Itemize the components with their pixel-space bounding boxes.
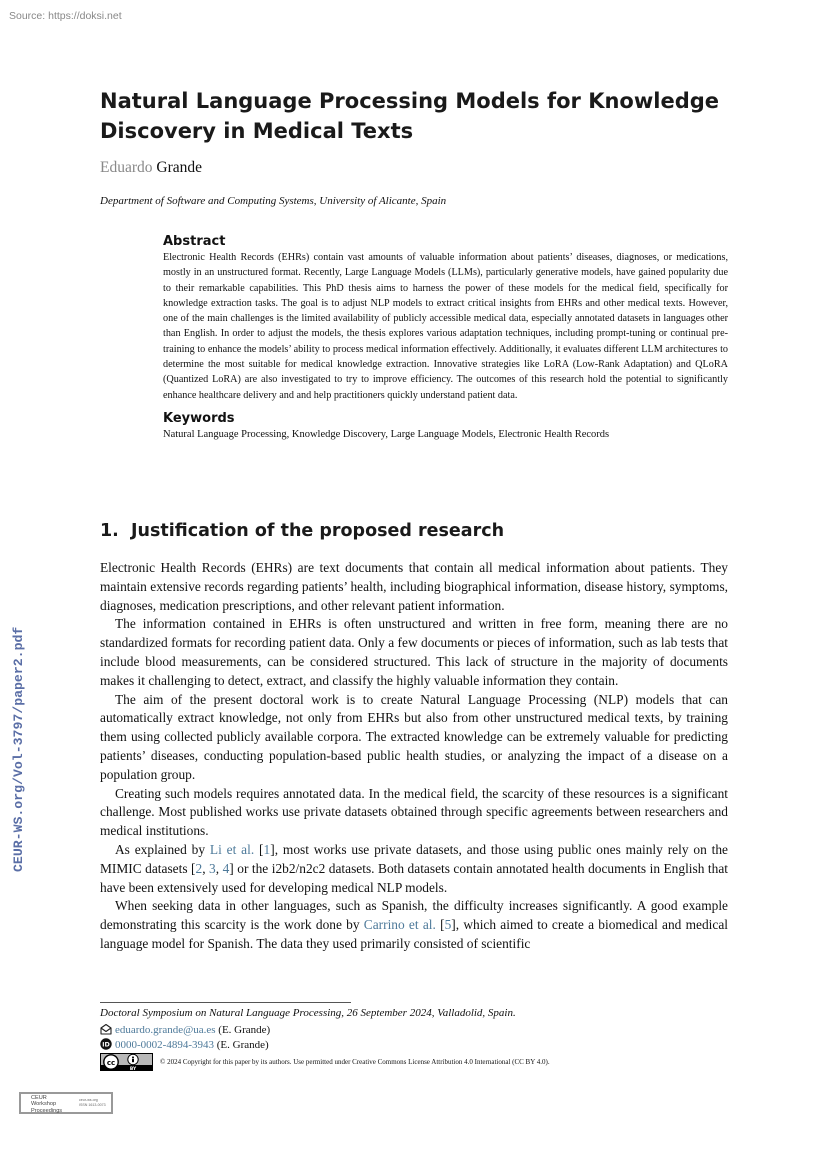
reference-link-3[interactable]: 3 bbox=[209, 860, 216, 876]
ceur-url: ceur-ws.org bbox=[79, 1098, 98, 1102]
paper-title: Natural Language Processing Models for Knowledge Discovery in Medical Texts bbox=[100, 89, 720, 143]
copyright-notice: © 2024 Copyright for this paper by its authors. Use permitted under Creative Commons License Attribution 4.0 International (CC BY 4.0). bbox=[160, 1058, 550, 1066]
paragraph-5 bbox=[100, 841, 728, 897]
ceur-issn bbox=[79, 1098, 106, 1108]
footnote-divider bbox=[100, 1002, 351, 1003]
source-line: Source: https://doksi.net bbox=[9, 10, 122, 22]
abstract-text: Electronic Health Records (EHRs) contain vast amounts of valuable information about patients’ diseases, diagnoses, or medications, mostly in an unstructured format. Recently, Large Language Models (LLMs), particularly generative models, have gained popularity due to their remarkable capabilities. This PhD thesis aims to harness the power of these models for the medical field, specifically for knowledge extraction tasks. The goal is to adjust NLP models to extract critical insights from EHRs and other medical texts. However, one of the main challenges is the limited availability of publicly accessible medical data, especially annotated datasets in languages other than English. In order to adjust the models, the thesis explores various adaptation techniques, including prompt-tuning or continual pre-training to enhance the models’ ability to process medical information effectively. Additionally, it evaluates different LLM architectures to determine the most suitable for medical knowledge extraction. Innovative strategies like LoRA (Low-Rank Adaptation) and QLoRA (Quantized LoRA) are also investigated to try to improve efficiency. The outcomes of this research hold the potential to significantly enhance healthcare delivery and and help practitioners quickly understand patient data. bbox=[163, 252, 728, 401]
orcid-owner: (E. Grande) bbox=[214, 1039, 269, 1051]
p5-text-e: , bbox=[215, 860, 223, 876]
paragraph-1: Electronic Health Records (EHRs) are text documents that contain all medical information about patients. They maintain extensive records regarding patients’ health, including biographical information, disease history, symptoms, diagnoses, medication prescriptions, and other relevant patient information. bbox=[100, 560, 728, 613]
abstract-block bbox=[163, 234, 728, 442]
reference-link-2[interactable]: 2 bbox=[195, 860, 203, 876]
section-title: Justification of the proposed research bbox=[131, 521, 505, 541]
author-first-name: Eduardo bbox=[100, 159, 153, 176]
ceur-workshop-logo bbox=[19, 1092, 113, 1114]
p5-text-c: ], most works use private datasets, and those using public ones mainly rely on the MIMIC datasets [ bbox=[100, 841, 728, 876]
keywords-text: Natural Language Processing, Knowledge Discovery, Large Language Models, Electronic Health Records bbox=[163, 428, 610, 440]
email-owner: (E. Grande) bbox=[215, 1024, 271, 1036]
section-heading bbox=[100, 521, 504, 541]
side-identifier: CEUR-WS.org/Vol-3797/paper2.pdf bbox=[11, 626, 26, 872]
section-body bbox=[100, 559, 728, 954]
cc-by-license-icon bbox=[100, 1053, 153, 1071]
orcid-link[interactable]: 0000-0002-4894-3943 bbox=[115, 1039, 214, 1051]
author-name bbox=[100, 159, 202, 177]
ceur-label-line-2: Workshop bbox=[31, 1101, 57, 1108]
orcid-icon bbox=[100, 1038, 112, 1053]
paragraph-4: Creating such models requires annotated data. In the medical field, the scarcity of these resources is a significant challenge. Most published works use private datasets obtained through specific agreements between researchers and medical institutions. bbox=[100, 785, 728, 839]
citation-li-et-al[interactable]: Li et al. bbox=[209, 841, 255, 857]
footnote-orcid bbox=[100, 1038, 740, 1053]
p6-text-c: ], which aimed to create a biomedical and medical language model for Spanish. The data they used primarily consisted of scientific bbox=[100, 917, 729, 951]
ceur-label-line-3: Proceedings bbox=[31, 1107, 63, 1114]
author-last-name: Grande bbox=[156, 159, 203, 176]
reference-link-4[interactable]: 4 bbox=[222, 860, 230, 876]
footnote-venue: Doctoral Symposium on Natural Language Processing, 26 September 2024, Valladolid, Spain. bbox=[100, 1007, 516, 1019]
citation-carrino-et-al[interactable]: Carrino et al. bbox=[363, 917, 436, 933]
envelope-icon bbox=[100, 1023, 112, 1038]
reference-link-5[interactable]: 5 bbox=[444, 917, 452, 933]
svg-text:iD: iD bbox=[102, 1040, 110, 1049]
p6-text-b: [ bbox=[435, 917, 445, 933]
svg-text:BY: BY bbox=[129, 1066, 137, 1071]
abstract-heading: Abstract bbox=[163, 234, 226, 249]
ceur-label-line-1: CEUR bbox=[31, 1095, 47, 1101]
reference-link-1[interactable]: 1 bbox=[263, 841, 271, 857]
affiliation: Department of Software and Computing Systems, University of Alicante, Spain bbox=[100, 195, 447, 207]
p5-text-b: [ bbox=[254, 841, 264, 857]
ceur-issn-number: ISSN 1613-0073 bbox=[79, 1103, 106, 1107]
footnote-email bbox=[100, 1023, 740, 1038]
p6-text-a: When seeking data in other languages, such as Spanish, the difficulty increases significantly. A good example demonstrating this scarcity is the work done by bbox=[100, 898, 728, 933]
email-link[interactable]: eduardo.grande@ua.es bbox=[115, 1024, 216, 1036]
paragraph-2: The information contained in EHRs is often unstructured and written in free form, meaning there are no standardized formats for recording patient data. Only a few documents or pieces of information, such as lab tests that include blood measurements, can be considered structured. This lack of structure in the majority of documents makes it challenging to detect, extract, and classify the highly valuable information they contain. bbox=[100, 616, 728, 688]
p5-text-f: ] or the i2b2/n2c2 datasets. Both datasets contain annotated health documents in English that have been extensively used for developing medical NLP models. bbox=[100, 860, 728, 895]
ceur-label bbox=[31, 1095, 62, 1114]
paragraph-6 bbox=[100, 897, 728, 953]
section-number: 1. bbox=[100, 521, 119, 541]
paragraph-3: The aim of the present doctoral work is to create Natural Language Processing (NLP) models that can automatically extract knowledge, not only from EHRs but also from other unstructured medical texts, by training them using collected publicly available corpora. The extracted knowledge can be extremely valuable for predicting patients’ diseases, conducting population-based public health studies, or analyzing the impact of a disease on a population group. bbox=[100, 691, 728, 782]
p5-text-d: , bbox=[202, 860, 210, 876]
svg-text:cc: cc bbox=[106, 1058, 116, 1067]
keywords-heading: Keywords bbox=[163, 410, 235, 426]
p5-text-a: As explained by bbox=[115, 841, 210, 857]
